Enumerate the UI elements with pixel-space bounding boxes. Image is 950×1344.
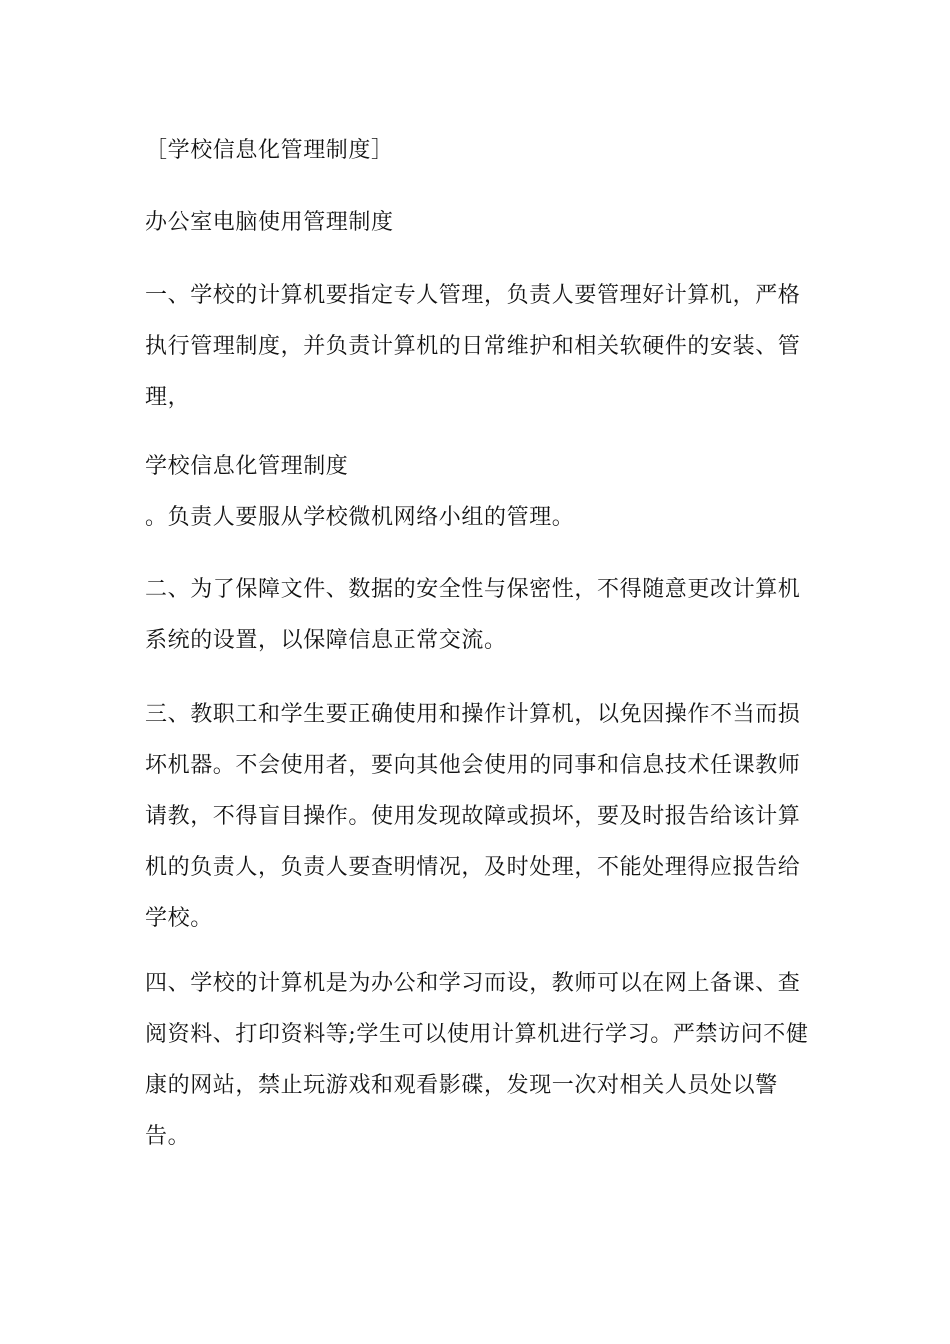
bracket-title: ［学校信息化管理制度］ <box>145 138 394 163</box>
paragraph-3: 三、教职工和学生要正确使用和操作计算机，以免因操作不当而损坏机器。不会使用者，要向其他会使用的同事和信息技术任课教师请教，不得盲目操作。使用发现故障或损坏，要及时报告给该计算机的负责人，负责人要查明情况，及时处理，不能处理得应报告给学校。 <box>145 702 801 931</box>
paragraph-1-continuation: 。负责人要服从学校微机网络小组的管理。 <box>145 505 575 530</box>
paragraph-1: 一、学校的计算机要指定专人管理，负责人要管理好计算机，严格执行管理制度，并负责计算机的日常维护和相关软硬件的安装、管理， <box>145 283 801 410</box>
running-header: 学校信息化管理制度 <box>145 454 349 479</box>
paragraph-4: 四、学校的计算机是为办公和学习而设，教师可以在网上备课、查阅资料、打印资料等;学生可以使用计算机进行学习。严禁访问不健康的网站，禁止玩游戏和观看影碟，发现一次对相关人员处以警告。 <box>145 971 809 1149</box>
document-title: 办公室电脑使用管理制度 <box>145 210 394 235</box>
paragraph-2: 二、为了保障文件、数据的安全性与保密性，不得随意更改计算机系统的设置，以保障信息正常交流。 <box>145 577 801 653</box>
